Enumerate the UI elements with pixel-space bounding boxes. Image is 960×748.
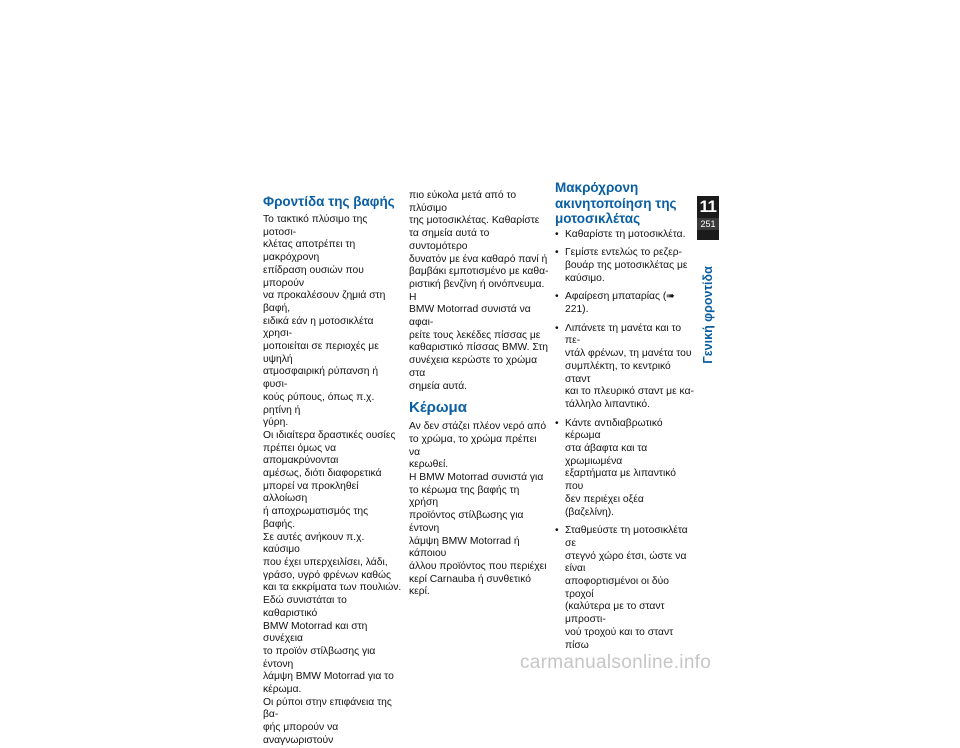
paragraph: Το τακτικό πλύσιμο της μοτοσι- κλέτας αποτρέπει τη μακρόχρονη επίδραση ουσιών που μπορούν να προκαλέσουν ζημιά στη βαφή, ειδικά εάν η μοτοσικλέτα χρησι- μοποιείται σε περιοχές με υψηλή ατμοσφαιρική ρύπανση ή φυσι- κούς ρύπους, όπως π.χ. ρητίνη ή γύρη. bbox=[263, 214, 386, 429]
list-item: • Κάντε αντιδιαβρωτικό κέρωμα στα άβαφτα και τα χρωμιωμένα εξαρτήματα με λιπαντικό που δεν περιέχει οξέα (βαζελίνη). bbox=[555, 418, 695, 520]
column-2 bbox=[409, 190, 549, 599]
paragraph: Η BMW Motorrad συνιστά για το κέρωμα της βαφής τη χρήση προϊόντος στίλβωσης για έντονη λάμψη BMW Motorrad ή κάποιου άλλου προϊόντος που περιέχει κερί Carnauba ή συνθετικό κερί. bbox=[409, 472, 547, 598]
storage-steps-list bbox=[555, 229, 695, 653]
page-number: 251 bbox=[697, 218, 719, 230]
column-1 bbox=[263, 194, 403, 748]
heading-paint-care: Φροντίδα της βαφής bbox=[263, 194, 395, 209]
paragraph: Οι ιδιαίτερα δραστικές ουσίες πρέπει όμως να απομακρύνονται αμέσως, διότι διαφορετικά μπορεί να προκληθεί αλλοίωση ή αποχρωματισμός της βαφής. Σε αυτές ανήκουν π.χ. καύσιμο που έχει υπερχειλίσει, λάδι, γράσο, υγρό φρένων καθώς και τα εκκρίματα των πουλιών. Εδώ συνιστάται το καθαριστικό BMW Motorrad και στη συνέχεια το προϊόν στίλβωσης για έντονη λάμψη BMW Motorrad για το κέρωμα. bbox=[263, 429, 402, 696]
list-item: • Σταθμεύστε τη μοτοσικλέτα σε στεγνό χώρο έτσι, ώστε να είναι αποφορτισμένοι οι δύο τροχοί (καλύτερα με το σταντ μπροστι- νού τροχού και το σταντ πίσω bbox=[555, 525, 695, 652]
list-item: • Καθαρίστε τη μοτοσικλέτα. bbox=[555, 229, 695, 242]
column-3 bbox=[555, 180, 695, 658]
heading-long-term-storage: Μακρόχρονη ακινητοποίηση της μοτοσικλέτας bbox=[555, 180, 677, 226]
chapter-tab bbox=[697, 196, 719, 240]
paragraph: πιο εύκολα μετά από το πλύσιμο της μοτοσικλέτας. Καθαρίστε τα σημεία αυτά το συντομότερο δυνατόν με ένα καθαρό πανί ή βαμβάκι εμποτισμένο με καθα- ριστική βενζίνη ή οινόπνευμα. Η BMW Motorrad συνιστά να αφαι- ρείτε τους λεκέδες πίσσας με καθαριστικό πίσσας BMW. Στη συνέχεια κερώστε το χρώμα στα σημεία αυτά. bbox=[409, 190, 549, 392]
section-title: Γενική φροντίδα bbox=[701, 266, 715, 364]
list-item: • Αφαίρεση μπαταρίας (➠ 221). bbox=[555, 291, 695, 316]
section-title-vertical bbox=[698, 250, 718, 380]
list-item: • Γεμίστε εντελώς το ρεζερ- βουάρ της μοτοσικλέτας με καύσιμο. bbox=[555, 247, 695, 285]
paragraph: Οι ρύποι στην επιφάνεια της βα- φής μπορούν να αναγνωριστούν bbox=[263, 696, 392, 746]
paragraph: Αν δεν στάζει πλέον νερό από το χρώμα, το χρώμα πρέπει να κερωθεί. bbox=[409, 421, 547, 471]
chapter-number: 11 bbox=[699, 197, 717, 216]
heading-waxing: Κέρωμα bbox=[409, 399, 467, 417]
watermark: carmanualsonline.info bbox=[520, 652, 712, 673]
list-item: • Λιπάνετε τη μανέτα και το πε- ντάλ φρένων, τη μανέτα του συμπλέκτη, το κεντρικό σταντ και το πλευρικό σταντ με κα- τάλληλο λιπαντικό. bbox=[555, 323, 695, 412]
